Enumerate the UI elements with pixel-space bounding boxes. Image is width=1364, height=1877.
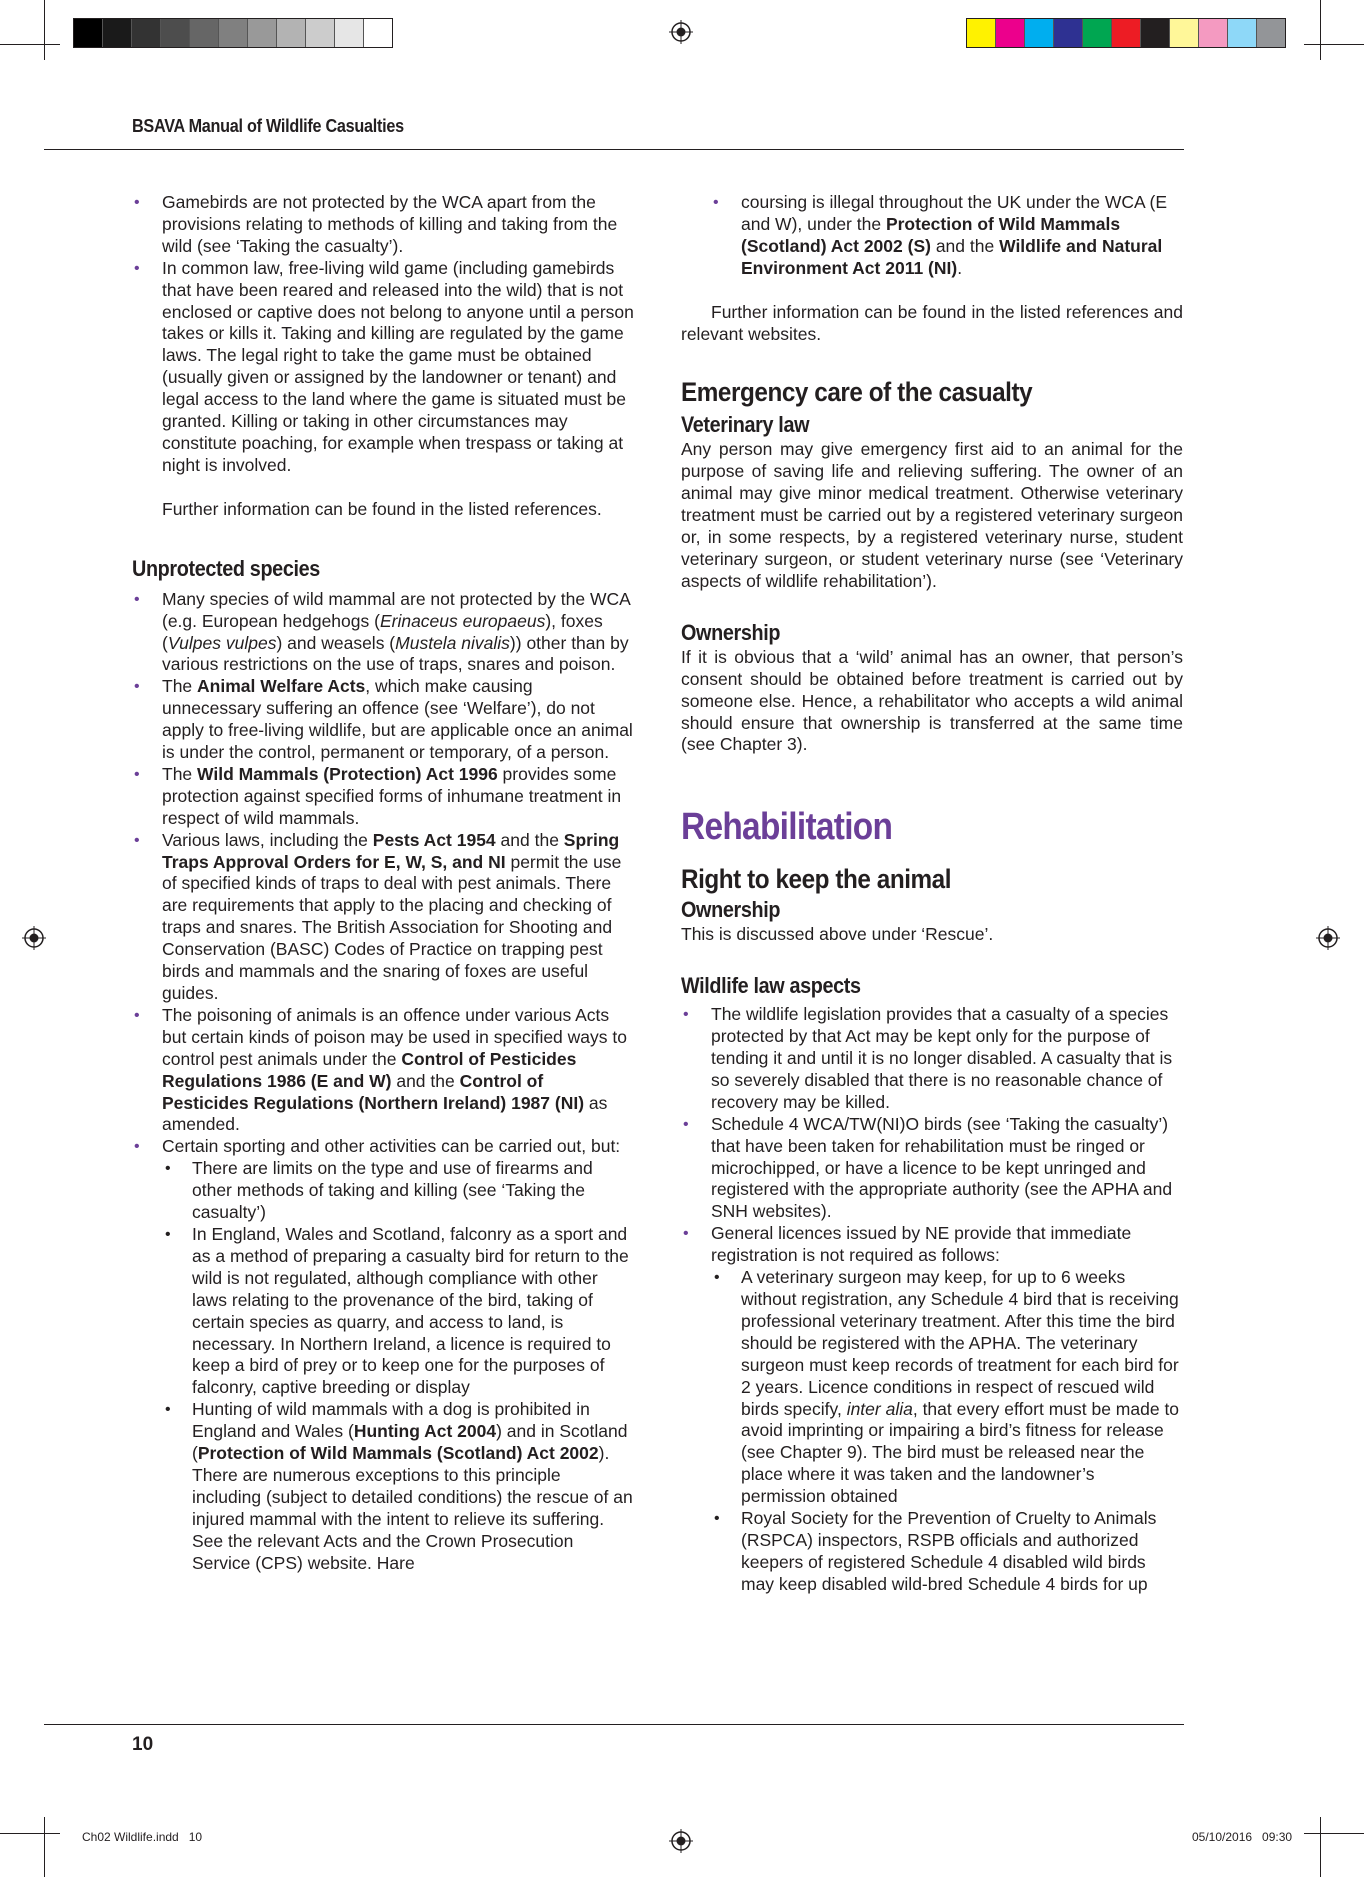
list-item: • The wildlife legislation provides that a casualty of a species protected by that Act may be kept only for the purpose of tending it and until it is no longer disabled. A casualty that is so severely disabled that there is no reasonable chance of recovery may be killed.: [681, 1004, 1183, 1114]
color-swatch: [74, 19, 103, 47]
grayscale-color-bar: [73, 18, 393, 48]
sub-bullet-list: [711, 1267, 1183, 1596]
running-head: BSAVA Manual of Wildlife Casualties: [132, 116, 404, 136]
header-rule: [44, 149, 1184, 150]
subsection-heading: Ownership: [681, 897, 781, 923]
list-item: • Many species of wild mammal are not protected by the WCA (e.g. European hedgehogs (Erinaceus europaeus), foxes (Vulpes vulpes) and weasels (Mustela nivalis)) other than by various restrictions on the use of traps, snares and poison.: [132, 589, 634, 677]
color-swatch: [190, 19, 219, 47]
list-item: • Certain sporting and other activities can be carried out, but: • There are limits on the type and use of firearms and other methods of taking and killing (see ‘Taking the casualty’) • In England, Wales and Scotland, falconry as a sport and as a method of preparing a casualty bird for return to the wild is not regulated, although compliance with other laws relating to the provenance of the bird, taking of certain species as quarry, and access to land, is necessary. In Northern Ireland, a licence is required to keep a bird of prey or to keep one for the purposes of falconry, captive breeding or display • Hunting of wild mammals with a dog is prohibited in England and Wales (Hunting Act 2004) and in Scotland (Protection of Wild Mammals (Scotland) Act 2002). There are numerous exceptions to this principle including (subject to detailed conditions) the rescue of an injured mammal with the intent to relieve its suffering. See the relevant Acts and the Crown Prosecution Service (CPS) website. Hare: [132, 1136, 634, 1574]
color-swatch: [1257, 19, 1285, 47]
chapter-section-heading: Rehabilitation: [681, 806, 893, 849]
list-item: • Gamebirds are not protected by the WCA apart from the provisions relating to methods of killing and taking from the wild (see ‘Taking the casualty’).: [132, 192, 634, 258]
slug-date-info: 05/10/2016 09:30: [1192, 1830, 1293, 1844]
color-swatch: [1228, 19, 1257, 47]
bullet-list-continued: [681, 192, 1183, 280]
bullet-list: [132, 192, 634, 477]
section-heading: Right to keep the animal: [681, 864, 952, 895]
list-item: • General licences issued by NE provide that immediate registration is not required as follows: • A veterinary surgeon may keep, for up to 6 weeks without registration, any Schedule 4 bird that is receiving professional veterinary treatment. After this time the bird should be registered with the APHA. The veterinary surgeon must keep records of treatment for each bird for 2 years. Licence conditions in respect of rescued wild birds specify, inter alia, that every effort must be made to avoid imprinting or impairing a bird’s fitness for release (see Chapter 9). The bird must be released near the place where it was taken and the landowner’s permission obtained • Royal Society for the Prevention of Cruelty to Animals (RSPCA) inspectors, RSPB officials and authorized keepers of registered Schedule 4 disabled wild birds may keep disabled wild-bred Schedule 4 birds for up: [681, 1223, 1183, 1595]
subsection-heading: Ownership: [681, 619, 781, 645]
bullet-list: [132, 589, 634, 1575]
list-item: • The Animal Welfare Acts, which make causing unnecessary suffering an offence (see ‘Welfare’), do not apply to free-living wildlife, but are applicable once an animal is under the control, permanent or temporary, of a person.: [132, 676, 634, 764]
paragraph: If it is obvious that a ‘wild’ animal has an owner, that person’s consent should be obtained before treatment is carried out by someone else. Hence, a rehabilitator who accepts a wild animal should ensure that ownership is transferred at the same time (see Chapter 3).: [681, 646, 1183, 755]
list-item: • Hunting of wild mammals with a dog is prohibited in England and Wales (Hunting Act 2004) and in Scotland (Protection of Wild Mammals (Scotland) Act 2002). There are numerous exceptions to this principle including (subject to detailed conditions) the rescue of an injured mammal with the intent to relieve its suffering. See the relevant Acts and the Crown Prosecution Service (CPS) website. Hare: [162, 1399, 634, 1574]
color-swatch: [1054, 19, 1083, 47]
color-swatch: [103, 19, 132, 47]
color-swatch: [1112, 19, 1141, 47]
bullet-list: [681, 1004, 1183, 1595]
color-swatch: [248, 19, 277, 47]
paragraph: Further information can be found in the listed references.: [162, 498, 602, 519]
color-swatch: [1170, 19, 1199, 47]
list-item: • coursing is illegal throughout the UK under the WCA (E and W), under the Protection of Wild Mammals (Scotland) Act 2002 (S) and the Wildlife and Natural Environment Act 2011 (NI).: [711, 192, 1183, 280]
color-swatch: [335, 19, 364, 47]
list-item: • There are limits on the type and use of firearms and other methods of taking and killing (see ‘Taking the casualty’): [162, 1158, 634, 1224]
paragraph: This is discussed above under ‘Rescue’.: [681, 924, 994, 945]
registration-mark-icon: [669, 1829, 693, 1853]
color-swatch: [996, 19, 1025, 47]
color-swatch: [1025, 19, 1054, 47]
color-swatch: [1141, 19, 1170, 47]
list-item: • Royal Society for the Prevention of Cruelty to Animals (RSPCA) inspectors, RSPB officials and authorized keepers of registered Schedule 4 disabled wild birds may keep disabled wild-bred Schedule 4 birds for up: [711, 1508, 1183, 1596]
color-swatch: [1199, 19, 1228, 47]
page-number: 10: [132, 1734, 154, 1755]
color-swatch: [132, 19, 161, 47]
list-item: • Schedule 4 WCA/TW(NI)O birds (see ‘Taking the casualty’) that have been taken for rehabilitation must be ringed or microchipped, or have a licence to be kept unringed and registered with the appropriate authority (see the APHA and SNH websites).: [681, 1114, 1183, 1224]
subsection-heading: Wildlife law aspects: [681, 973, 861, 999]
color-swatch: [277, 19, 306, 47]
list-item: • In England, Wales and Scotland, falconry as a sport and as a method of preparing a casualty bird for return to the wild is not regulated, although compliance with other laws relating to the provenance of the bird, taking of certain species as quarry, and access to land, is necessary. In Northern Ireland, a licence is required to keep a bird of prey or to keep one for the purposes of falconry, captive breeding or display: [162, 1224, 634, 1399]
paragraph: Any person may give emergency first aid to an animal for the purpose of saving life and relieving suffering. The owner of an animal may give minor medical treatment. Otherwise veterinary treatment must be carried out by a registered veterinary surgeon or, in some respects, by a registered veterinary nurse, student veterinary surgeon, or student veterinary nurse (see ‘Veterinary aspects of wildlife rehabilitation’).: [681, 439, 1183, 591]
registration-mark-icon: [669, 20, 693, 44]
color-swatch: [1083, 19, 1112, 47]
paragraph: Further information can be found in the listed references and relevant websites.: [681, 301, 1183, 344]
list-item: • Various laws, including the Pests Act 1954 and the Spring Traps Approval Orders for E, W, S, and NI permit the use of specified kinds of traps to deal with pest animals. There are requirements that apply to the placing and checking of traps and snares. The British Association for Shooting and Conservation (BASC) Codes of Practice on trapping pest birds and mammals and the snaring of foxes are useful guides.: [132, 830, 634, 1005]
slug-file-info: Ch02 Wildlife.indd 10: [82, 1830, 203, 1844]
registration-mark-icon: [22, 926, 46, 950]
list-item: • The poisoning of animals is an offence under various Acts but certain kinds of poison may be used in specified ways to control pest animals under the Control of Pesticides Regulations 1986 (E and W) and the Control of Pesticides Regulations (Northern Ireland) 1987 (NI) as amended.: [132, 1005, 634, 1136]
color-swatch: [364, 19, 392, 47]
process-color-bar: [966, 18, 1286, 48]
subsection-heading: Veterinary law: [681, 412, 810, 438]
left-column: [132, 192, 634, 1574]
registration-mark-icon: [1316, 926, 1340, 950]
color-swatch: [306, 19, 335, 47]
section-heading: Unprotected species: [132, 555, 320, 581]
color-swatch: [219, 19, 248, 47]
list-item: • In common law, free-living wild game (including gamebirds that have been reared and released into the wild) that is not enclosed or captive does not belong to anyone until a person takes or kills it. Taking and killing are regulated by the game laws. The legal right to take the game must be obtained (usually given or assigned by the landowner or tenant) and legal access to the land where the game is situated must be granted. Killing or taking in other circumstances may constitute poaching, for example when trespass or taking at night is involved.: [132, 258, 634, 477]
list-item: • A veterinary surgeon may keep, for up to 6 weeks without registration, any Schedule 4 bird that is receiving professional veterinary treatment. After this time the bird should be registered with the APHA. The veterinary surgeon must keep records of treatment for each bird for 2 years. Licence conditions in respect of rescued wild birds specify, inter alia, that every effort must be made to avoid imprinting or impairing a bird’s fitness for release (see Chapter 9). The bird must be released near the place where it was taken and the landowner’s permission obtained: [711, 1267, 1183, 1508]
right-column: [681, 192, 1183, 1596]
footer-rule: [44, 1724, 1184, 1725]
color-swatch: [161, 19, 190, 47]
sub-bullet-list: [162, 1158, 634, 1574]
section-heading: Emergency care of the casualty: [681, 377, 1033, 408]
color-swatch: [967, 19, 996, 47]
list-item: • The Wild Mammals (Protection) Act 1996 provides some protection against specified forms of inhumane treatment in respect of wild mammals.: [132, 764, 634, 830]
